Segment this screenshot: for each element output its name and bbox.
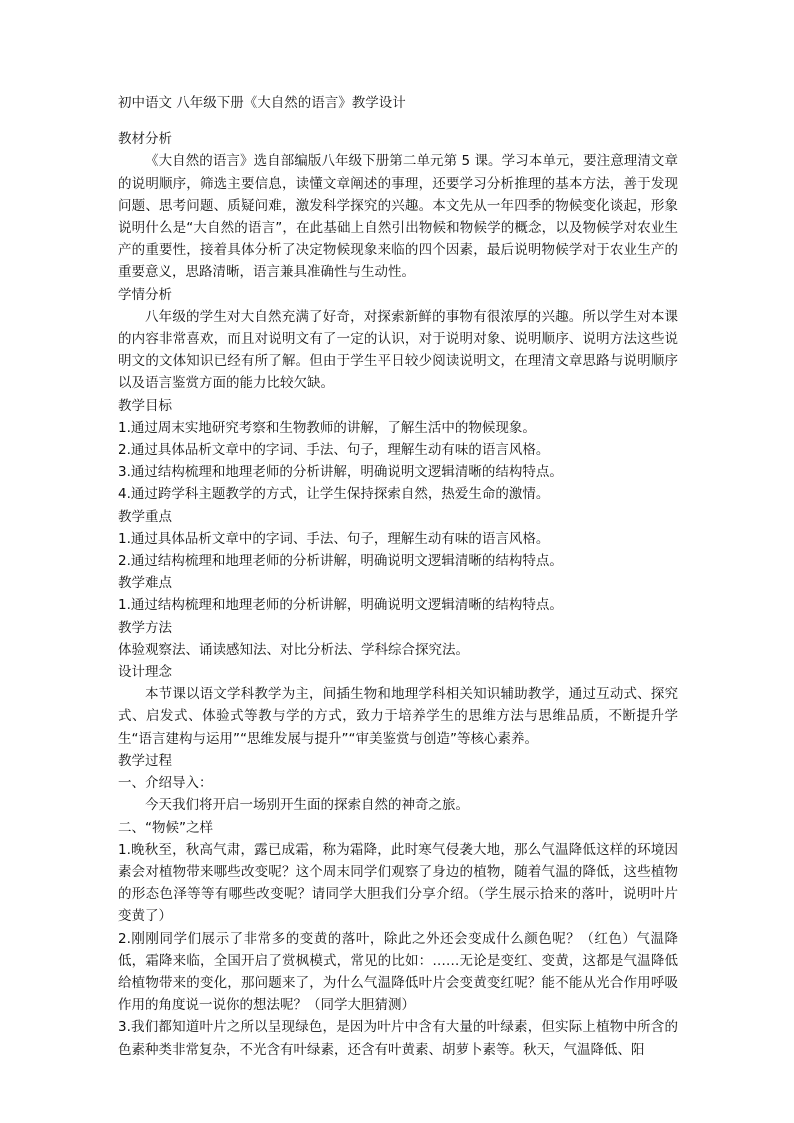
document-title: 初中语文 八年级下册《大自然的语言》教学设计 xyxy=(118,95,406,111)
objective-item: 4.通过跨学科主题教学的方式，让学生保持探索自然，热爱生命的激情。 xyxy=(118,486,550,503)
process-part1-text: 今天我们将开启一场别开生面的探索自然的神奇之旅。 xyxy=(145,797,469,814)
section-heading-key-points: 教学重点 xyxy=(118,508,172,525)
section-heading-methods: 教学方法 xyxy=(118,619,172,636)
process-part2-heading: 二、“物候”之样 xyxy=(118,819,213,836)
methods-text: 体验观察法、诵读感知法、对比分析法、学科综合探究法。 xyxy=(118,641,469,658)
section-heading-objectives: 教学目标 xyxy=(118,397,172,414)
section-heading-material-analysis: 教材分析 xyxy=(118,131,172,148)
objective-item: 3.通过结构梳理和地理老师的分析讲解，明确说明文逻辑清晰的结构特点。 xyxy=(118,464,563,481)
process-part2-item: 3.我们都知道叶片之所以呈现绿色，是因为叶片中含有大量的叶绿素，但实际上植物中所含的色素种类非常复杂，不光含有叶绿素，还含有叶黄素、胡萝卜素等。秋天，气温降低、阳 xyxy=(118,1019,678,1058)
process-part2-item: 2.刚刚同学们展示了非常多的变黄的落叶，除此之外还会变成什么颜色呢？（红色）气温降低，霜降来临，全国开启了赏枫模式，常见的比如：……无论是变红、变黄，这都是气温降低给植物带来的变化，那问题来了，为什么气温降低叶片会变黄变红呢？能不能从光合作用呼吸作用的角度说一说你的想法呢？（同学大胆猜测） xyxy=(118,930,678,1014)
key-point-item: 1.通过具体品析文章中的字词、手法、句子，理解生动有味的语言风格。 xyxy=(118,530,550,547)
difficulty-item: 1.通过结构梳理和地理老师的分析讲解，明确说明文逻辑清晰的结构特点。 xyxy=(118,597,563,614)
section-heading-learner-analysis: 学情分析 xyxy=(118,286,172,303)
objective-item: 1.通过周末实地研究考察和生物教师的讲解，了解生活中的物候现象。 xyxy=(118,419,536,436)
material-analysis-paragraph: 《大自然的语言》选自部编版八年级下册第二单元第 5 课。学习本单元，要注意理清文章的说明顺序，筛选主要信息，读懂文章阐述的事理，还要学习分析推理的基本方法，善于发现问题、思考问题、质疑问难，激发科学探究的兴趣。本文先从一年四季的物候变化谈起，形象说明什么是“大自然的语言”，在此基础上自然引出物候和物候学的概念，以及物候学对农业生产的重要性，接着具体分析了决定物候现象来临的四个因素，最后说明物候学对于农业生产的重要意义，思路清晰，语言兼具准确性与生动性。 xyxy=(118,153,678,281)
philosophy-paragraph: 本节课以语文学科教学为主，间插生物和地理学科相关知识辅助教学，通过互动式、探究式、启发式、体验式等教与学的方式，致力于培养学生的思维方法与思维品质，不断提升学生“语言建构与运用”“思维发展与提升”“审美鉴赏与创造”等核心素养。 xyxy=(118,686,678,747)
objective-item: 2.通过具体品析文章中的字词、手法、句子，理解生动有味的语言风格。 xyxy=(118,442,550,459)
process-part2-item: 1.晚秋至，秋高气肃，露已成霜，称为霜降，此时寒气侵袭大地，那么气温降低这样的环境因素会对植物带来哪些改变呢？这个周末同学们观察了身边的植物，随着气温的降低，这些植物的形态色泽等等有哪些改变呢？请同学大胆我们分享介绍。（学生展示拾来的落叶，说明叶片变黄了） xyxy=(118,841,678,925)
document-body xyxy=(118,92,678,1061)
section-heading-process: 教学过程 xyxy=(118,752,172,769)
process-part1-heading: 一、介绍导入： xyxy=(118,775,213,792)
key-point-item: 2.通过结构梳理和地理老师的分析讲解，明确说明文逻辑清晰的结构特点。 xyxy=(118,553,563,570)
learner-analysis-paragraph: 八年级的学生对大自然充满了好奇，对探索新鲜的事物有很浓厚的兴趣。所以学生对本课的内容非常喜欢，而且对说明文有了一定的认识，对于说明对象、说明顺序、说明方法这些说明文的文体知识已经有所了解。但由于学生平日较少阅读说明文，在理清文章思路与说明顺序以及语言鉴赏方面的能力比较欠缺。 xyxy=(118,308,678,392)
section-heading-difficulties: 教学难点 xyxy=(118,575,172,592)
section-heading-philosophy: 设计理念 xyxy=(118,664,172,681)
